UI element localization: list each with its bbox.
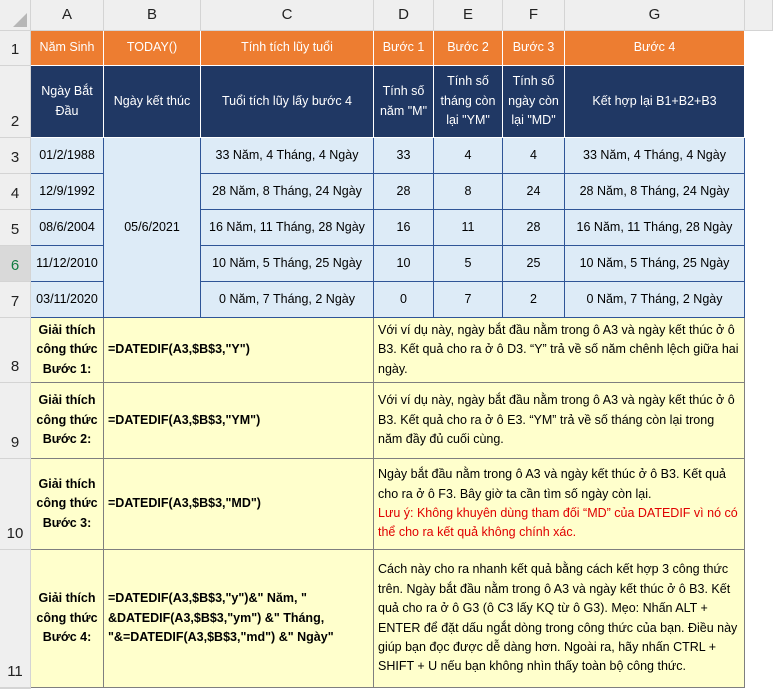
explanation-paragraph: Ngày bắt đầu nằm trong ô A3 và ngày kết thúc ở ô B3. Kết quả cho ra ở ô F3. Bây giờ ta cần tìm số ngày còn lại.	[378, 467, 727, 501]
data-cell-f7[interactable]: 2	[503, 282, 565, 318]
explanation-formula-3[interactable]: =DATEDIF(A3,$B$3,"MD")	[104, 459, 374, 550]
data-cell-g3[interactable]: 33 Năm, 4 Tháng, 4 Ngày	[565, 138, 745, 174]
row-header-4[interactable]: 4	[0, 174, 31, 210]
row-header-8[interactable]: 8	[0, 318, 31, 383]
data-cell-e7[interactable]: 7	[434, 282, 503, 318]
explanation-text-wrap	[378, 391, 740, 449]
row-header-10[interactable]: 10	[0, 459, 31, 550]
column-header-e[interactable]: E	[434, 0, 503, 31]
data-cell-c3[interactable]: 33 Năm, 4 Tháng, 4 Ngày	[201, 138, 374, 174]
explanation-label-4[interactable]: Giải thích công thức Bước 4:	[31, 550, 104, 688]
data-cell-a3[interactable]: 01/2/1988	[31, 138, 104, 174]
data-cell-d5[interactable]: 16	[374, 210, 434, 246]
row-header-2[interactable]: 2	[0, 66, 31, 138]
empty-cell[interactable]	[745, 550, 773, 688]
header-cell-c2[interactable]: Tuổi tích lũy lấy bước 4	[201, 66, 374, 138]
warning-note: Lưu ý: Không khuyên dùng tham đối “MD” của DATEDIF vì nó có thể cho ra kết quả không chính xác.	[378, 506, 738, 540]
data-cell-d6[interactable]: 10	[374, 246, 434, 282]
data-cell-d3[interactable]: 33	[374, 138, 434, 174]
column-header-blank[interactable]	[745, 0, 773, 31]
data-cell-c4[interactable]: 28 Năm, 8 Tháng, 24 Ngày	[201, 174, 374, 210]
empty-cell[interactable]	[745, 282, 773, 318]
explanation-text-wrap	[378, 321, 740, 379]
row-header-9[interactable]: 9	[0, 383, 31, 459]
header-cell-f2[interactable]: Tính số ngày còn lại "MD"	[503, 66, 565, 138]
data-cell-c5[interactable]: 16 Năm, 11 Tháng, 28 Ngày	[201, 210, 374, 246]
empty-cell[interactable]	[745, 210, 773, 246]
data-cell-f3[interactable]: 4	[503, 138, 565, 174]
row-header-1[interactable]: 1	[0, 31, 31, 66]
row-header-6[interactable]: 6	[0, 246, 31, 282]
column-header-b[interactable]: B	[104, 0, 201, 31]
header-cell-g2[interactable]: Kết hợp lại B1+B2+B3	[565, 66, 745, 138]
header-cell-b2[interactable]: Ngày kết thúc	[104, 66, 201, 138]
row-header-5[interactable]: 5	[0, 210, 31, 246]
explanation-text-2[interactable]	[374, 383, 745, 459]
empty-cell[interactable]	[745, 174, 773, 210]
data-cell-e5[interactable]: 11	[434, 210, 503, 246]
data-cell-f6[interactable]: 25	[503, 246, 565, 282]
empty-cell[interactable]	[745, 31, 773, 66]
explanation-text-wrap	[378, 465, 740, 543]
data-cell-g4[interactable]: 28 Năm, 8 Tháng, 24 Ngày	[565, 174, 745, 210]
data-cell-f5[interactable]: 28	[503, 210, 565, 246]
row-header-11[interactable]: 11	[0, 550, 31, 688]
header-cell-c1[interactable]: Tính tích lũy tuổi	[201, 31, 374, 66]
data-cell-d7[interactable]: 0	[374, 282, 434, 318]
data-cell-a6[interactable]: 11/12/2010	[31, 246, 104, 282]
header-cell-f1[interactable]: Bước 3	[503, 31, 565, 66]
header-cell-b1[interactable]: TODAY()	[104, 31, 201, 66]
select-all-corner[interactable]	[0, 0, 31, 31]
explanation-formula-1[interactable]: =DATEDIF(A3,$B$3,"Y")	[104, 318, 374, 383]
empty-cell[interactable]	[745, 246, 773, 282]
explanation-formula-2[interactable]: =DATEDIF(A3,$B$3,"YM")	[104, 383, 374, 459]
data-cell-d4[interactable]: 28	[374, 174, 434, 210]
header-cell-g1[interactable]: Bước 4	[565, 31, 745, 66]
row-header-3[interactable]: 3	[0, 138, 31, 174]
explanation-text-3[interactable]	[374, 459, 745, 550]
empty-cell[interactable]	[745, 383, 773, 459]
data-cell-e3[interactable]: 4	[434, 138, 503, 174]
header-cell-e1[interactable]: Bước 2	[434, 31, 503, 66]
column-header-c[interactable]: C	[201, 0, 374, 31]
data-cell-a5[interactable]: 08/6/2004	[31, 210, 104, 246]
end-date-cell[interactable]: 05/6/2021	[104, 138, 201, 318]
explanation-paragraph: Cách này cho ra nhanh kết quả bằng cách kết hợp 3 công thức trên. Ngày bắt đầu nằm trong ô A3 và ngày kết thúc ở ô B3. Kết quả cho ra ở ô G3 (ô C3 lấy KQ từ ô G3). Mẹo: Nhấn ALT + ENTER để đặt dấu ngắt dòng trong công thức của bạn. Điều này giúp bạn đọc được dễ dàng hơn. Ngoài ra, hãy nhấn CTRL + SHIFT + U nếu bạn không nhìn thấy toàn bộ công thức.	[378, 562, 738, 674]
column-header-f[interactable]: F	[503, 0, 565, 31]
explanation-label-2[interactable]: Giải thích công thức Bước 2:	[31, 383, 104, 459]
explanation-text-wrap	[378, 560, 740, 676]
header-cell-d2[interactable]: Tính số năm "M"	[374, 66, 434, 138]
explanation-paragraph: Với ví dụ này, ngày bắt đầu nằm trong ô A3 và ngày kết thúc ở ô B3. Kết quả cho ra ở ô D3. “Y” trả về số năm chênh lệch giữa hai ngày.	[378, 322, 739, 376]
column-header-d[interactable]: D	[374, 0, 434, 31]
row-header-7[interactable]: 7	[0, 282, 31, 318]
data-cell-g6[interactable]: 10 Năm, 5 Tháng, 25 Ngày	[565, 246, 745, 282]
empty-cell[interactable]	[745, 66, 773, 138]
column-header-g[interactable]: G	[565, 0, 745, 31]
data-cell-c6[interactable]: 10 Năm, 5 Tháng, 25 Ngày	[201, 246, 374, 282]
data-cell-a4[interactable]: 12/9/1992	[31, 174, 104, 210]
header-cell-e2[interactable]: Tính số tháng còn lại "YM"	[434, 66, 503, 138]
data-cell-e6[interactable]: 5	[434, 246, 503, 282]
empty-cell[interactable]	[745, 138, 773, 174]
explanation-text-1[interactable]	[374, 318, 745, 383]
data-cell-c7[interactable]: 0 Năm, 7 Tháng, 2 Ngày	[201, 282, 374, 318]
data-cell-f4[interactable]: 24	[503, 174, 565, 210]
data-cell-a7[interactable]: 03/11/2020	[31, 282, 104, 318]
empty-cell[interactable]	[745, 459, 773, 550]
explanation-label-1[interactable]: Giải thích công thức Bước 1:	[31, 318, 104, 383]
explanation-paragraph: Với ví dụ này, ngày bắt đầu nằm trong ô A3 và ngày kết thúc ở ô B3. Kết quả cho ra ở ô E3. “YM” trả về số tháng còn lại trong năm đầy đủ cuối cùng.	[378, 393, 735, 447]
data-cell-e4[interactable]: 8	[434, 174, 503, 210]
header-cell-a2[interactable]: Ngày Bắt Đầu	[31, 66, 104, 138]
data-cell-g7[interactable]: 0 Năm, 7 Tháng, 2 Ngày	[565, 282, 745, 318]
header-cell-d1[interactable]: Bước 1	[374, 31, 434, 66]
empty-cell[interactable]	[745, 318, 773, 383]
header-cell-a1[interactable]: Năm Sinh	[31, 31, 104, 66]
explanation-label-3[interactable]: Giải thích công thức Bước 3:	[31, 459, 104, 550]
explanation-text-4[interactable]	[374, 550, 745, 688]
explanation-formula-4[interactable]: =DATEDIF(A3,$B$3,"y")&" Năm, " &DATEDIF(A3,$B$3,"ym") &" Tháng, "&=DATEDIF(A3,$B$3,"md") &" Ngày"	[104, 550, 374, 688]
data-cell-g5[interactable]: 16 Năm, 11 Tháng, 28 Ngày	[565, 210, 745, 246]
column-header-a[interactable]: A	[31, 0, 104, 31]
